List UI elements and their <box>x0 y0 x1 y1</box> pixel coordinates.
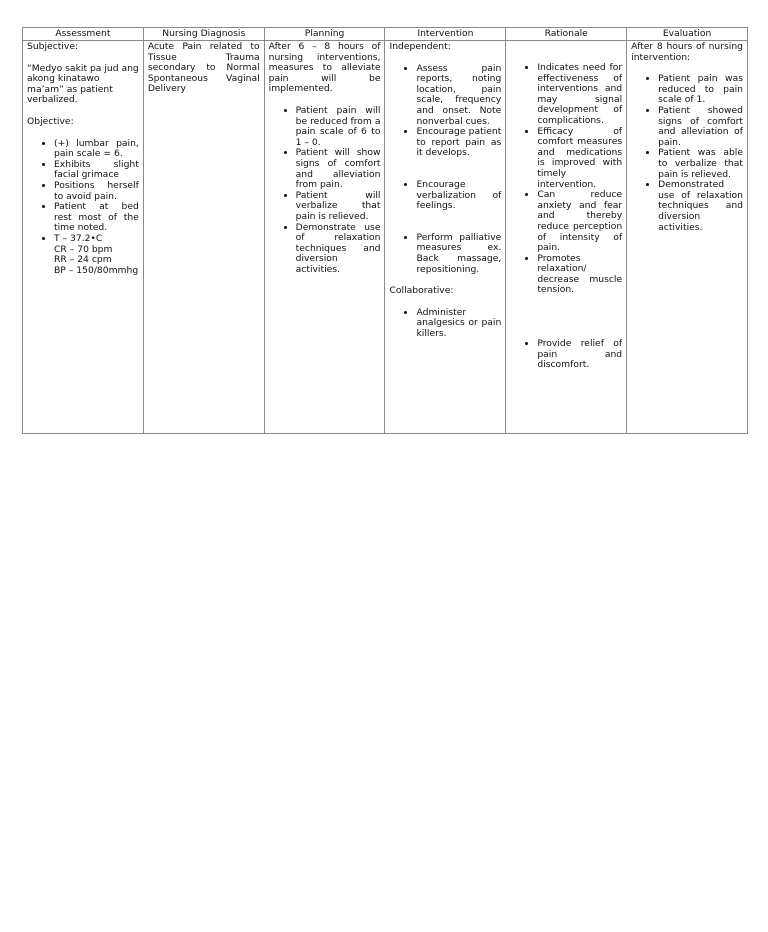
collaborative-label: Collaborative: <box>389 285 454 297</box>
rationale-list-cont <box>510 339 622 371</box>
independent-label: Independent: <box>389 41 451 52</box>
header-intervention: Intervention <box>385 28 506 41</box>
list-item: • Demonstrated use of relaxation techniques and diversion activities. <box>658 180 743 233</box>
list-item: • Positions herself to avoid pain. <box>54 181 139 202</box>
list-item: • Patient will verbalize that pain is relieved. <box>296 191 381 223</box>
planning-cell <box>264 41 385 434</box>
rationale-cell <box>506 41 627 434</box>
subjective-quote: “Medyo sakit pa jud ang akong kinatawo ma’am” as patient verbalized. <box>27 62 139 106</box>
independent-list-cont <box>389 180 501 212</box>
evaluation-list <box>631 74 743 233</box>
list-item: • Provide relief of pain and discomfort. <box>537 339 622 371</box>
assessment-cell <box>23 41 144 434</box>
list-item: • Indicates need for effectiveness of interventions and may signal development of complications. <box>537 63 622 127</box>
list-item: • Patient at bed rest most of the time noted. <box>54 202 139 234</box>
list-item: • Administer analgesics or pain killers. <box>416 308 501 340</box>
list-item: • Encourage patient to report pain as it develops. <box>416 127 501 159</box>
objective-list <box>27 139 139 277</box>
nursing-care-plan-page <box>22 27 748 434</box>
header-assessment: Assessment <box>23 28 144 41</box>
header-planning: Planning <box>264 28 385 41</box>
list-item: • Patient will show signs of comfort and alleviation from pain. <box>296 148 381 190</box>
list-item: • Patient showed signs of comfort and alleviation of pain. <box>658 106 743 148</box>
evaluation-intro: After 8 hours of nursing intervention: <box>631 41 743 63</box>
list-item: • (+) lumbar pain, pain scale = 6. <box>54 139 139 160</box>
list-item: • Exhibits slight facial grimace <box>54 160 139 181</box>
rationale-list <box>510 63 622 296</box>
list-item: • Perform palliative measures ex. Back massage, repositioning. <box>416 233 501 275</box>
vital-signs: • T – 37.2•C CR – 70 bpm RR – 24 cpm BP – 150/80mmhg <box>54 234 139 276</box>
planning-intro: After 6 – 8 hours of nursing interventions, measures to alleviate pain will be implemented. <box>268 41 381 95</box>
header-row <box>23 28 748 41</box>
content-row <box>23 41 748 434</box>
diagnosis-cell <box>143 41 264 434</box>
nursing-care-plan-table <box>22 27 748 434</box>
list-item: • Patient pain was reduced to pain scale of 1. <box>658 74 743 106</box>
planning-list <box>269 106 381 276</box>
list-item: • Promotes relaxation/ decrease muscle tension. <box>537 254 622 296</box>
independent-list-cont-2 <box>389 233 501 275</box>
intervention-cell <box>385 41 506 434</box>
diagnosis-text: Acute Pain related to Tissue Trauma secondary to Normal Spontaneous Vaginal Delivery <box>147 41 260 95</box>
objective-label: Objective: <box>27 115 74 127</box>
list-item: • Patient pain will be reduced from a pain scale of 6 to 1 – 0. <box>296 106 381 148</box>
subjective-label: Subjective: <box>27 41 79 52</box>
list-item: • Patient was able to verbalize that pain is relieved. <box>658 148 743 180</box>
header-nursing-diagnosis: Nursing Diagnosis <box>143 28 264 41</box>
list-item: • Can reduce anxiety and fear and thereby reduce perception of intensity of pain. <box>537 190 622 254</box>
list-item: • Demonstrate use of relaxation techniques and diversion activities. <box>296 223 381 276</box>
header-rationale: Rationale <box>506 28 627 41</box>
evaluation-cell <box>627 41 748 434</box>
collaborative-list <box>389 308 501 340</box>
independent-list <box>389 64 501 159</box>
list-item: • Assess pain reports, noting location, pain scale, frequency and onset. Note nonverbal cues. <box>416 64 501 128</box>
list-item: • Encourage verbalization of feelings. <box>416 180 501 212</box>
header-evaluation: Evaluation <box>627 28 748 41</box>
list-item: • Efficacy of comfort measures and medications is improved with timely intervention. <box>537 127 622 191</box>
